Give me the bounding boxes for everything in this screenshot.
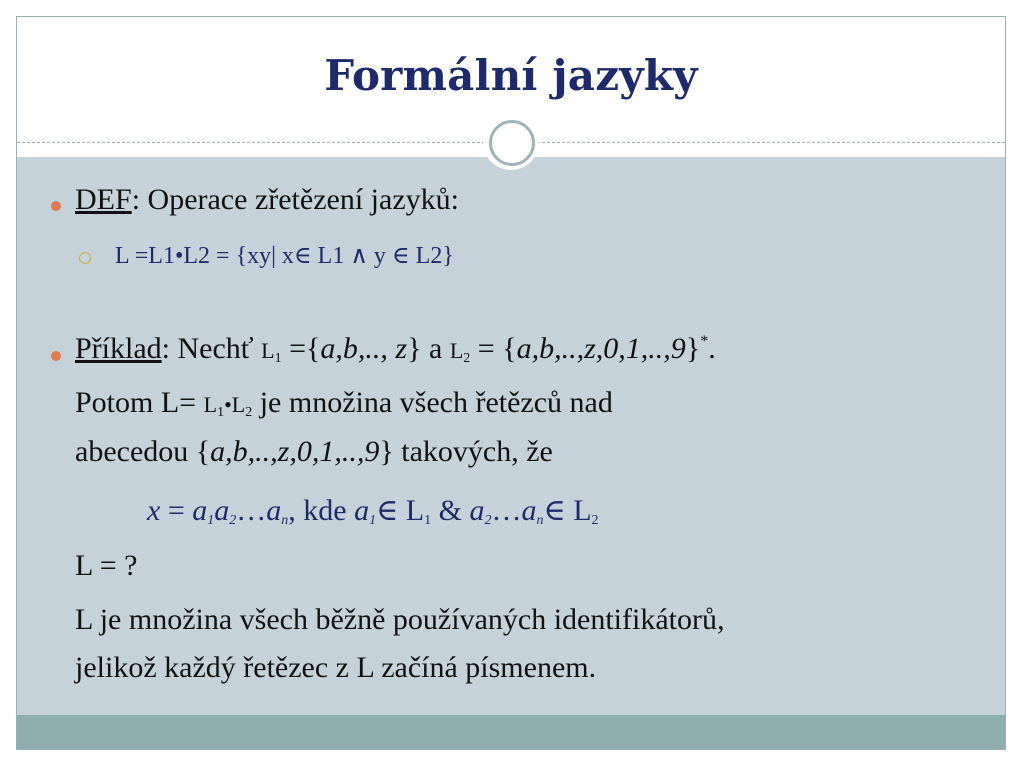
def-formula: L =L1•L2 = {xy| x∈ L1 ∧ y ∈ L2}	[115, 243, 454, 269]
def-text: : Operace zřetězení jazyků:	[131, 183, 459, 216]
example-line: Příklad: Nechť $L_1 =\{a,b$,.., z} a $L_2 = \{a,b,..,z,0,1,..,9\}^*$.	[75, 332, 716, 366]
conclusion-line-2: jelikož každý řetězec z L začíná písmenem.	[75, 651, 597, 684]
slide	[16, 16, 1006, 750]
def-line	[75, 183, 459, 217]
sub-bullet-ring-icon	[79, 252, 91, 264]
bullet-dot-icon	[51, 351, 61, 361]
slide-title: Formální jazyky	[324, 51, 698, 100]
conclusion-line-1: L je množina všech běžně používaných identifikátorů,	[75, 603, 725, 636]
paragraph-line-2: abecedou {a,b,..,z,0,1,..,9} takových, že	[75, 435, 553, 468]
question-line: L = ?	[75, 549, 138, 582]
element-of-symbol: ∈	[391, 243, 410, 269]
divider-ring-icon	[489, 120, 535, 166]
logical-and-symbol: ∧	[350, 243, 368, 269]
formula-line: $x = a_1a_2\dots a_n$, kde $a_1\in$ $L_1$ & $a_2\dots a_n\in$ $L_2$	[147, 494, 599, 528]
element-of-symbol: ∈	[543, 494, 566, 527]
element-of-symbol: ∈	[376, 494, 399, 527]
def-keyword: DEF	[75, 183, 132, 216]
example-keyword: Příklad	[75, 332, 162, 365]
paragraph-line-1: Potom $L= L_1•L_2$ je množina všech řetězců nad	[75, 386, 613, 420]
footer-band	[17, 715, 1005, 750]
element-of-symbol: ∈	[293, 243, 312, 269]
bullet-dot-icon	[51, 201, 61, 211]
